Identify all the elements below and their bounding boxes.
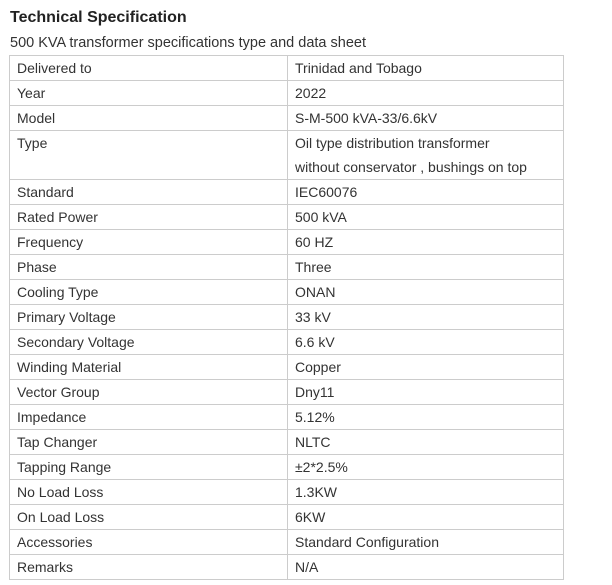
table-row bbox=[10, 505, 564, 530]
spec-label: Type bbox=[10, 131, 288, 180]
spec-value bbox=[288, 530, 564, 555]
spec-value bbox=[288, 305, 564, 330]
table-row bbox=[10, 530, 564, 555]
table-row bbox=[10, 480, 564, 505]
spec-value bbox=[288, 330, 564, 355]
spec-value-line: Trinidad and Tobago bbox=[295, 60, 422, 76]
spec-label: Vector Group bbox=[10, 380, 288, 405]
spec-value-line: 1.3KW bbox=[295, 484, 338, 500]
spec-label: Frequency bbox=[10, 230, 288, 255]
spec-value bbox=[288, 81, 564, 106]
spec-value-line: 6KW bbox=[295, 509, 326, 525]
spec-value bbox=[288, 280, 564, 305]
spec-value bbox=[288, 106, 564, 131]
page-subtitle: 500 KVA transformer specifications type and data sheet bbox=[10, 35, 366, 51]
spec-value bbox=[288, 180, 564, 205]
spec-value-line: NLTC bbox=[295, 434, 331, 450]
specification-table-body bbox=[10, 56, 564, 580]
spec-value-line: without conservator , bushings on top bbox=[295, 159, 527, 175]
table-row bbox=[10, 455, 564, 480]
spec-value bbox=[288, 555, 564, 580]
spec-value-line: IEC60076 bbox=[295, 184, 358, 200]
table-row bbox=[10, 230, 564, 255]
spec-value-line: Three bbox=[295, 259, 332, 275]
table-row bbox=[10, 255, 564, 280]
table-row bbox=[10, 81, 564, 106]
spec-value-line: S-M-500 kVA-33/6.6kV bbox=[295, 110, 438, 126]
spec-value-line: ±2*2.5% bbox=[295, 459, 348, 475]
spec-value-line: N/A bbox=[295, 559, 319, 575]
spec-value-line: 33 kV bbox=[295, 309, 331, 325]
spec-label: Rated Power bbox=[10, 205, 288, 230]
spec-value bbox=[288, 131, 564, 180]
page-title: Technical Specification bbox=[10, 9, 187, 26]
spec-value bbox=[288, 355, 564, 380]
spec-value-line: Oil type distribution transformer bbox=[295, 135, 490, 151]
spec-value-line: ONAN bbox=[295, 284, 336, 300]
spec-value bbox=[288, 505, 564, 530]
table-row bbox=[10, 305, 564, 330]
table-row bbox=[10, 180, 564, 205]
spec-label: Year bbox=[10, 81, 288, 106]
spec-value bbox=[288, 255, 564, 280]
spec-value bbox=[288, 56, 564, 81]
spec-value bbox=[288, 230, 564, 255]
table-row bbox=[10, 355, 564, 380]
table-row bbox=[10, 106, 564, 131]
spec-label: On Load Loss bbox=[10, 505, 288, 530]
spec-label: Model bbox=[10, 106, 288, 131]
table-row bbox=[10, 330, 564, 355]
spec-label: Standard bbox=[10, 180, 288, 205]
specification-table bbox=[9, 55, 564, 580]
spec-value-line: 2022 bbox=[295, 85, 327, 101]
spec-label: Secondary Voltage bbox=[10, 330, 288, 355]
table-row bbox=[10, 405, 564, 430]
spec-label: Cooling Type bbox=[10, 280, 288, 305]
spec-label: Phase bbox=[10, 255, 288, 280]
table-row bbox=[10, 56, 564, 81]
spec-value-line: Copper bbox=[295, 359, 341, 375]
spec-value bbox=[288, 455, 564, 480]
spec-value-line: 5.12% bbox=[295, 409, 335, 425]
spec-label: Delivered to bbox=[10, 56, 288, 81]
spec-value bbox=[288, 380, 564, 405]
spec-value-line: Dny11 bbox=[295, 384, 335, 400]
table-row bbox=[10, 430, 564, 455]
spec-value bbox=[288, 405, 564, 430]
spec-value-line: 6.6 kV bbox=[295, 334, 335, 350]
spec-value bbox=[288, 480, 564, 505]
table-row bbox=[10, 555, 564, 580]
table-row bbox=[10, 205, 564, 230]
spec-value-line: 500 kVA bbox=[295, 209, 347, 225]
table-row bbox=[10, 131, 564, 180]
spec-value bbox=[288, 430, 564, 455]
spec-label: Tapping Range bbox=[10, 455, 288, 480]
table-row bbox=[10, 280, 564, 305]
table-row bbox=[10, 380, 564, 405]
spec-label: Accessories bbox=[10, 530, 288, 555]
spec-value bbox=[288, 205, 564, 230]
spec-label: Impedance bbox=[10, 405, 288, 430]
spec-label: Tap Changer bbox=[10, 430, 288, 455]
spec-value-line: 60 HZ bbox=[295, 234, 334, 250]
spec-label: Winding Material bbox=[10, 355, 288, 380]
spec-label: No Load Loss bbox=[10, 480, 288, 505]
spec-label: Primary Voltage bbox=[10, 305, 288, 330]
spec-value-line: Standard Configuration bbox=[295, 534, 439, 550]
spec-label: Remarks bbox=[10, 555, 288, 580]
